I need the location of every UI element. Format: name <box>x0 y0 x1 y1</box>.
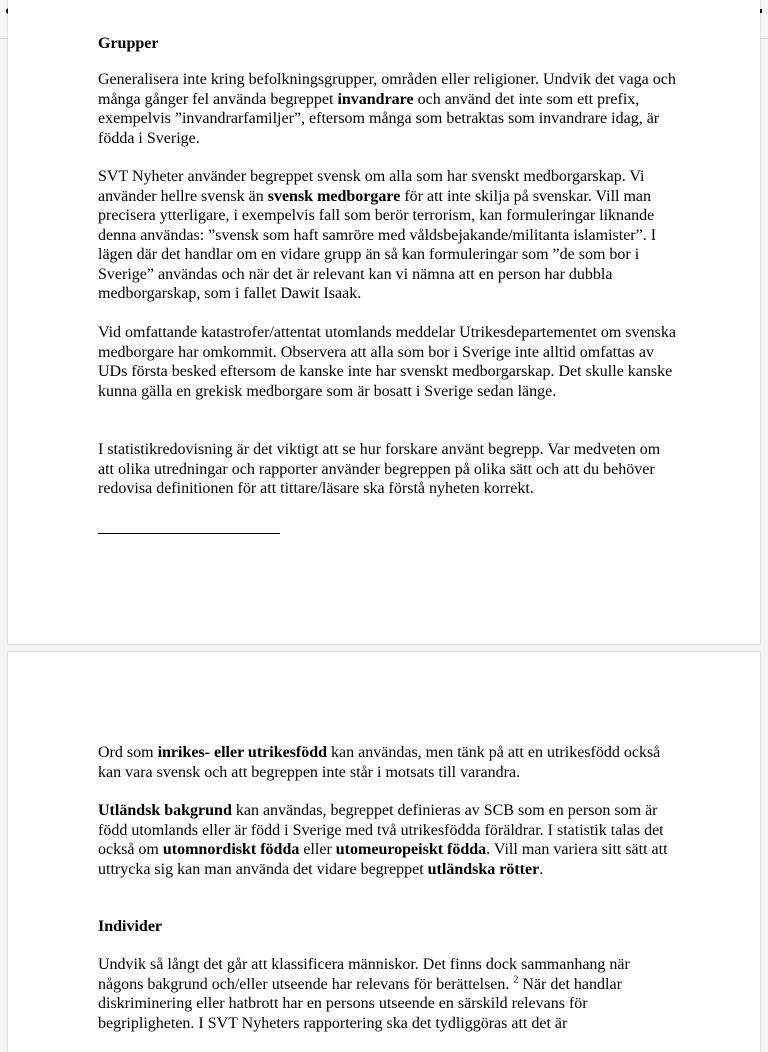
heading-grupper <box>98 34 678 54</box>
footnote-divider <box>98 533 280 534</box>
paragraph-text: SVT Nyheter använder begreppet svensk om alla som har svenskt medborgarskap. Vi använder hellre svensk än <box>98 168 645 205</box>
bold-term: inrikes- eller utrikesfödd <box>157 744 328 761</box>
paragraph-1 <box>98 70 678 148</box>
paragraph-3 <box>98 323 678 401</box>
bold-term: utländska rötter <box>427 860 540 878</box>
paragraph-text: Undvik så långt det går att klassificera människor. Det finns dock sammanhang när någons bakgrund och/eller utseende har relevans för berättelsen. <box>98 956 630 993</box>
paragraph-text: . <box>539 860 544 878</box>
section-heading: Individer <box>98 918 163 935</box>
paragraph-4 <box>98 440 678 499</box>
document-page-1 <box>8 0 760 644</box>
bold-term: utomeuropeiskt födda <box>335 841 487 858</box>
heading-individer <box>98 917 678 937</box>
bold-term: utomnordiskt födda <box>162 841 300 858</box>
paragraph-text: I statistikredovisning är det viktigt att se hur forskare använt begrepp. Var medveten om att olika utredningar och rapporter använder begreppen på olika sätt och att du behöver redovisa definitionen för att tittare/läsare ska förstå nyheten korrekt. <box>98 441 661 497</box>
paragraph-text: Generalisera inte kring befolkningsgrupper, områden eller religioner. Undvik det vaga och många gånger fel använda begreppet <box>98 71 676 108</box>
paragraph-text: eller <box>299 841 336 858</box>
bold-term: Utländsk bakgrund <box>98 802 232 819</box>
paragraph-7 <box>98 955 678 1033</box>
section-heading: Grupper <box>98 35 159 52</box>
paragraph-text: . Vill man variera sitt sätt att uttrycka sig kan man använda det vidare begreppet <box>98 841 668 878</box>
paragraph-5 <box>98 743 678 782</box>
paragraph-text: och använd det inte som ett prefix, exempelvis ”invandrarfamiljer”, eftersom många som betraktas som invandrare idag, är födda i Sverige. <box>98 90 660 147</box>
paragraph-text: När det handlar diskriminering eller hatbrott har en persons utseende en särskild relevans för begripligheten. I SVT Nyheters rapportering ska det tydliggöras att det är <box>98 975 622 1032</box>
paragraph-text: kan användas, begreppet definieras av SCB som en person som är född utomlands eller är född i Sverige med två utrikesfödda föräldrar. I statistik talas det också om <box>98 802 664 858</box>
paragraph-6 <box>98 801 678 879</box>
paragraph-text: för att inte skilja på svenskar. Vill man precisera ytterligare, i exempelvis fall som berör terrorism, kan formuleringar liknande denna användas: ”svensk som haft samröre med våldsbejakande/militanta islamister”. I lägen där det handlar om en vidare grupp än så kan formuleringar som ”de som bor i Sverige” användas och när det är relevant kan vi nämna att en person har dubbla medborgarskap, som i fallet Dawit Isaak. <box>98 187 657 302</box>
bold-term: invandrare <box>337 90 414 108</box>
paragraph-text: kan användas, men tänk på att en utrikesfödd också kan vara svensk och att begreppen inte står i motsats till varandra. <box>98 744 661 781</box>
bold-term: svensk medborgare <box>267 187 401 205</box>
paragraph-text: Vid omfattande katastrofer/attentat utomlands meddelar Utrikesdepartementet om svenska medborgare har omkommit. Observera att alla som bor i Sverige inte alltid omfattas av UDs första besked eftersom de kanske inte har svenskt medborgarskap. Det skulle kanske kunna gälla en grekisk medborgare som är bosatt i Sverige sedan länge. <box>98 324 676 400</box>
document-page-2 <box>8 652 760 1052</box>
paragraph-text: Ord som <box>98 744 158 761</box>
paragraph-2 <box>98 167 678 304</box>
footnote-marker[interactable]: 2 <box>513 974 519 986</box>
